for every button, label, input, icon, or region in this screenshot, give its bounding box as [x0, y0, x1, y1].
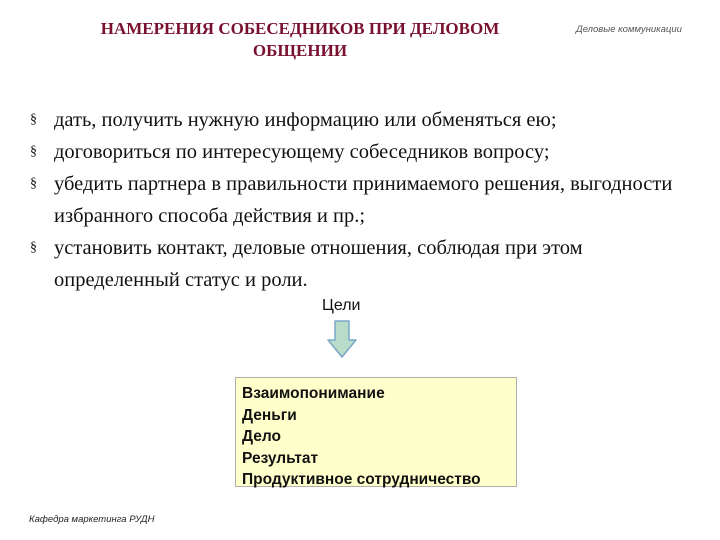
- list-item-text: установить контакт, деловые отношения, соблюдая при этом определенный статус и роли.: [54, 237, 583, 291]
- list-item: [30, 104, 690, 136]
- list-item-text: договориться по интересующему собеседников вопросу;: [54, 141, 550, 163]
- goal-item: Результат: [242, 449, 319, 467]
- square-bullet-icon: §: [30, 112, 37, 127]
- goal-item: Дело: [242, 428, 281, 445]
- title-line-1: НАМЕРЕНИЯ СОБЕСЕДНИКОВ ПРИ ДЕЛОВОМ: [100, 19, 500, 38]
- goal-item: Деньги: [242, 406, 297, 424]
- square-bullet-icon: §: [30, 176, 37, 191]
- goals-box: [235, 377, 517, 487]
- intentions-list: [30, 104, 690, 296]
- title-line-2: ОБЩЕНИИ: [252, 41, 348, 60]
- list-item-text: дать, получить нужную информацию или обменяться ею;: [54, 109, 557, 131]
- square-bullet-icon: §: [30, 144, 37, 159]
- page-title: [40, 18, 560, 62]
- section-label: Деловые коммуникации: [576, 24, 682, 35]
- goal-item: Продуктивное сотрудничество: [242, 471, 481, 488]
- goals-label: Цели: [322, 297, 361, 314]
- list-item-text: убедить партнера в правильности принимаемого решения, выгодности избранного способа действия и пр.;: [54, 173, 673, 227]
- list-item: [30, 168, 690, 232]
- square-bullet-icon: §: [30, 240, 37, 255]
- goal-item: Взаимопонимание: [242, 385, 385, 402]
- list-item: [30, 232, 690, 296]
- footer-text: Кафедра маркетинга РУДН: [29, 514, 155, 525]
- list-item: [30, 136, 690, 168]
- arrow-down-icon: [327, 320, 357, 358]
